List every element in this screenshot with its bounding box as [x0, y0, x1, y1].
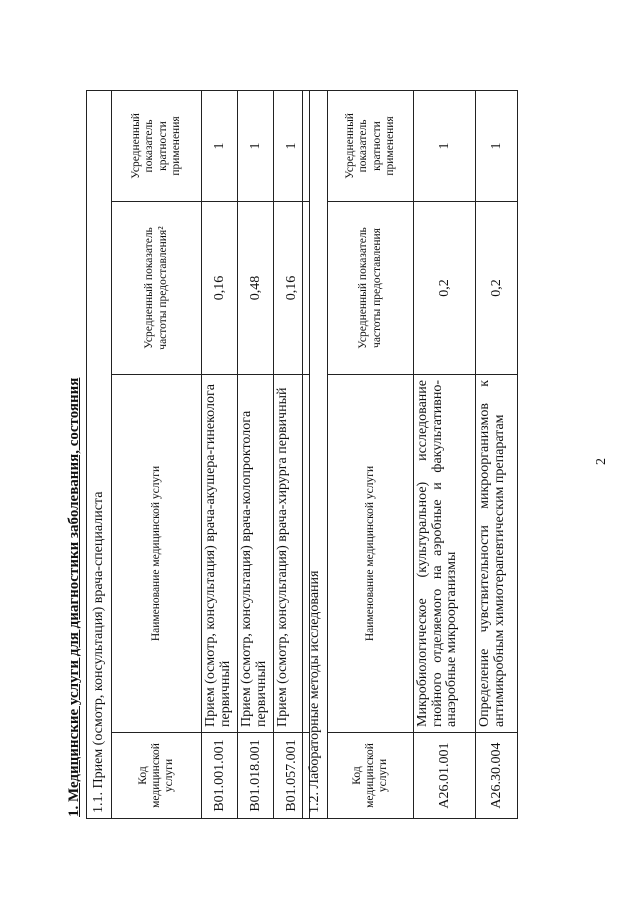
- frequency-value: 0,16: [274, 202, 310, 375]
- service-code: A26.30.004: [476, 733, 518, 819]
- header-code: Код медицинской услуги: [112, 733, 202, 819]
- table-caption: 1.2. Лабораторные методы исследования: [303, 90, 328, 818]
- service-code: B01.018.001: [238, 733, 274, 819]
- header-multiplicity: Усредненный показатель кратности применения: [328, 90, 414, 201]
- frequency-value: 0,16: [202, 202, 238, 375]
- table-caption: 1.1. Прием (осмотр, консультация) врача-специалиста: [87, 90, 112, 818]
- header-multiplicity: Усредненный показатель кратности применения: [112, 90, 202, 201]
- page-number: 2: [594, 458, 609, 465]
- multiplicity-value: 1: [238, 90, 274, 201]
- table-header-row: [112, 90, 202, 818]
- multiplicity-value: 1: [476, 90, 518, 201]
- table-row: [202, 90, 238, 818]
- service-name: Прием (осмотр, консультация) врача-хирурга первичный: [274, 375, 310, 733]
- service-name: Определение чувствительности микроорганизмов к антимикробным химиотерапевтическим препаратам: [476, 375, 518, 733]
- table-header-row: [328, 90, 414, 818]
- table-consultations: [86, 90, 310, 819]
- frequency-value: 0,2: [414, 202, 476, 375]
- multiplicity-value: 1: [274, 90, 310, 201]
- section-title: 1. Медицинские услуги для диагностики заболевания, состояния: [66, 377, 82, 817]
- service-code: A26.01.001: [414, 733, 476, 819]
- table-row: [238, 90, 274, 818]
- multiplicity-value: 1: [202, 90, 238, 201]
- service-name: Прием (осмотр, консультация) врача-акушера-гинеколога первичный: [202, 375, 238, 733]
- header-code: Код медицинской услуги: [328, 733, 414, 819]
- header-name: Наименование медицинской услуги: [112, 375, 202, 733]
- header-frequency: Усредненный показатель частоты предоставления: [328, 202, 414, 375]
- table-row: [476, 90, 518, 818]
- table-row: [414, 90, 476, 818]
- frequency-value: 0,2: [476, 202, 518, 375]
- table-caption-row: [87, 90, 112, 818]
- header-frequency: Усредненный показатель частоты предоставления²: [112, 202, 202, 375]
- table-lab-methods: [302, 90, 518, 819]
- service-name: Микробиологическое (культуральное) исследование гнойного отделяемого на аэробные и факультативно-анаэробные микроорганизмы: [414, 375, 476, 733]
- service-code: B01.057.001: [274, 733, 310, 819]
- multiplicity-value: 1: [414, 90, 476, 201]
- service-code: B01.001.001: [202, 733, 238, 819]
- service-name: Прием (осмотр, консультация) врача-колопроктолога первичный: [238, 375, 274, 733]
- frequency-value: 0,48: [238, 202, 274, 375]
- header-name: Наименование медицинской услуги: [328, 375, 414, 733]
- table-caption-row: [303, 90, 328, 818]
